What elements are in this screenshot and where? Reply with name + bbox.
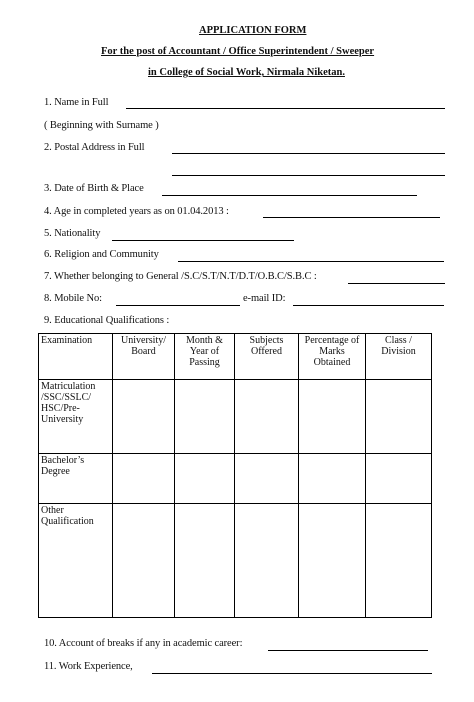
table-cell[interactable] bbox=[299, 380, 366, 454]
name-note: ( Beginning with Surname ) bbox=[44, 120, 159, 131]
nationality-field[interactable] bbox=[112, 240, 294, 241]
category-label: 7. Whether belonging to General /S.C/S.T/N.T/D.T/O.B.C/S.B.C : bbox=[44, 271, 317, 282]
address-field-line-2[interactable] bbox=[172, 175, 445, 176]
category-field[interactable] bbox=[348, 283, 445, 284]
religion-field[interactable] bbox=[178, 261, 444, 262]
mobile-field[interactable] bbox=[116, 305, 240, 306]
table-row bbox=[39, 380, 432, 454]
table-cell[interactable] bbox=[235, 504, 299, 618]
table-cell[interactable] bbox=[366, 504, 432, 618]
header-month-year: Month & Year of Passing bbox=[175, 334, 235, 380]
table-cell[interactable] bbox=[113, 454, 175, 504]
post-heading: For the post of Accountant / Office Superintendent / Sweeper bbox=[101, 46, 375, 57]
row-label-other: Other Qualification bbox=[39, 504, 113, 618]
address-label: 2. Postal Address in Full bbox=[44, 142, 145, 153]
education-label: 9. Educational Qualifications : bbox=[44, 315, 170, 326]
age-label: 4. Age in completed years as on 01.04.2013 : bbox=[44, 206, 229, 217]
table-cell[interactable] bbox=[175, 504, 235, 618]
table-cell[interactable] bbox=[366, 454, 432, 504]
breaks-label: 10. Account of breaks if any in academic career: bbox=[44, 638, 243, 649]
education-table bbox=[38, 333, 432, 618]
work-experience-field[interactable] bbox=[152, 673, 432, 674]
address-field-line-1[interactable] bbox=[172, 153, 445, 154]
row-label-matriculation: Matriculation /SSC/SSLC/ HSC/Pre-University bbox=[39, 380, 113, 454]
table-row bbox=[39, 454, 432, 504]
breaks-field[interactable] bbox=[268, 650, 428, 651]
dob-label: 3. Date of Birth & Place bbox=[44, 183, 144, 194]
table-cell[interactable] bbox=[366, 380, 432, 454]
work-experience-label: 11. Work Experience, bbox=[44, 661, 133, 672]
table-cell[interactable] bbox=[175, 380, 235, 454]
row-label-bachelors: Bachelor’s Degree bbox=[39, 454, 113, 504]
table-header-row bbox=[39, 334, 432, 380]
header-university: University/ Board bbox=[113, 334, 175, 380]
table-row bbox=[39, 504, 432, 618]
name-field[interactable] bbox=[126, 108, 445, 109]
table-cell[interactable] bbox=[113, 380, 175, 454]
header-percentage: Percentage of Marks Obtained bbox=[299, 334, 366, 380]
dob-field[interactable] bbox=[162, 195, 417, 196]
email-label: e-mail ID: bbox=[243, 293, 286, 304]
table-cell[interactable] bbox=[175, 454, 235, 504]
table-cell[interactable] bbox=[299, 454, 366, 504]
email-field[interactable] bbox=[293, 305, 444, 306]
header-class: Class / Division bbox=[366, 334, 432, 380]
table-cell[interactable] bbox=[299, 504, 366, 618]
age-field[interactable] bbox=[263, 217, 440, 218]
table-cell[interactable] bbox=[235, 454, 299, 504]
header-examination: Examination bbox=[39, 334, 113, 380]
mobile-label: 8. Mobile No: bbox=[44, 293, 102, 304]
form-title: APPLICATION FORM bbox=[199, 25, 307, 36]
header-subjects: Subjects Offered bbox=[235, 334, 299, 380]
table-cell[interactable] bbox=[235, 380, 299, 454]
table-cell[interactable] bbox=[113, 504, 175, 618]
institution-heading: in College of Social Work, Nirmala Niketan. bbox=[148, 67, 345, 78]
nationality-label: 5. Nationality bbox=[44, 228, 101, 239]
name-label: 1. Name in Full bbox=[44, 97, 109, 108]
religion-label: 6. Religion and Community bbox=[44, 249, 159, 260]
